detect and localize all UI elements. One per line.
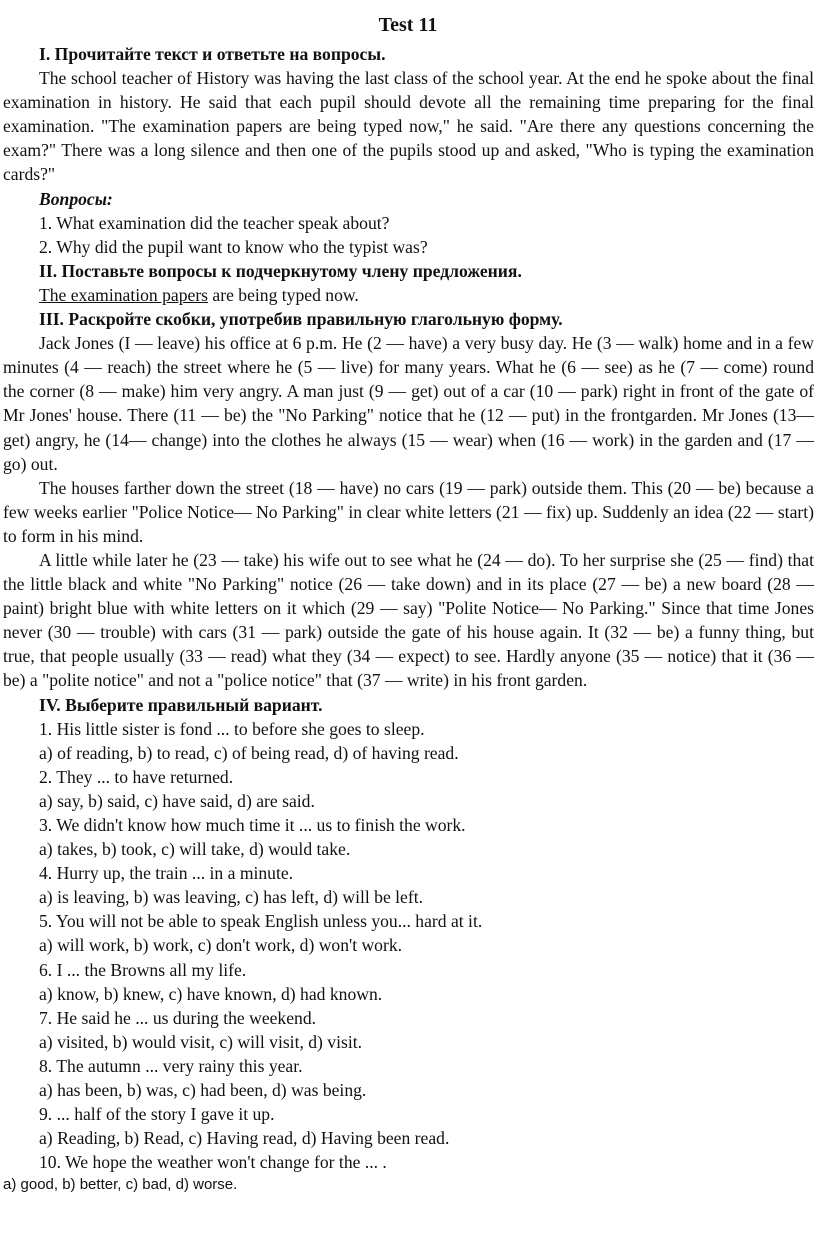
page-title: Test 11 [378, 14, 438, 36]
section2-heading: II. Поставьте вопросы к подчеркнутому члену предложения. [39, 260, 522, 281]
mc-options-9: a) Reading, b) Read, c) Having read, d) Having been read. [39, 1128, 450, 1149]
section3-paragraph-2: The houses farther down the street (18 — have) no cars (19 — park) outside them. This (20 — be) because a few weeks earlier "Police Notice— No Parking" in clear white letters (21 — fix) up. Suddenly an idea (22 — start) to form in his mind. [3, 477, 814, 546]
mc-question-1: 1. His little sister is fond ... to before she goes to sleep. [39, 718, 425, 739]
mc-question-5: 5. You will not be able to speak English unless you... hard at it. [39, 911, 483, 932]
mc-question-6: 6. I ... the Browns all my life. [39, 959, 247, 980]
mc-question-9: 9. ... half of the story I gave it up. [39, 1104, 275, 1125]
underlined-phrase: The examination papers [39, 284, 209, 305]
section1-text: The school teacher of History was having the last class of the school year. At the end he spoke about the final examination in history. He said that each pupil should devote all the remaining time preparing for the final examination. "The examination papers are being typed now," he said. "Are there any questions concerning the exam?" There was a long silence and then one of the pupils stood up and asked, "Who is typing the examination cards?" [3, 68, 814, 185]
mc-options-7: a) visited, b) would visit, c) will visit, d) visit. [39, 1031, 363, 1052]
mc-question-3: 3. We didn't know how much time it ... us to finish the work. [39, 815, 466, 835]
section3-paragraph-3: A little while later he (23 — take) his wife out to see what he (24 — do). To her surprise she (25 — find) that the little black and white "No Parking" notice (26 — take down) and in its place (27 — be) a new board (28 — paint) bright blue with white letters on it which (29 — say) "Polite Notice— No Parking." Since that time Jones never (30 — trouble) with cars (31 — park) outside the gate of his house again. It (32 — be) a funny thing, but true, that people usually (33 — read) what they (34 — expect) to see. Hardly anyone (35 — notice) that it (36 — be) a "polite notice" and not a "police notice" that (37 — write) in his front garden. [3, 549, 814, 691]
mc-question-7: 7. He said he ... us during the weekend. [39, 1007, 317, 1028]
section1-heading: I. Прочитайте текст и ответьте на вопросы. [39, 44, 386, 64]
mc-options-8: a) has been, b) was, c) had been, d) was being. [39, 1080, 367, 1101]
section2-sentence [3, 283, 814, 307]
section3-heading: III. Раскройте скобки, употребив правильную глагольную форму. [39, 309, 563, 330]
mc-options-3: a) takes, b) took, c) will take, d) would take. [39, 839, 351, 860]
section4-heading: IV. Выберите правильный вариант. [39, 694, 323, 715]
mc-question-4: 4. Hurry up, the train ... in a minute. [39, 863, 294, 884]
mc-options-6: a) know, b) knew, c) have known, d) had known. [39, 983, 383, 1004]
mc-options-4: a) is leaving, b) was leaving, c) has left, d) will be left. [39, 887, 424, 908]
section3-paragraph-1: Jack Jones (I — leave) his office at 6 p.m. He (2 — have) a very busy day. He (3 — walk) home and in a few minutes (4 — reach) the street where he (5 — live) for many years. What he (6 — see) as he (7 — come) round the corner (8 — make) him very angry. A man just (9 — get) out of a car (10 — park) right in front of the gate of Mr Jones' house. There (11 — be) the "No Parking" notice that he (12 — put) in the frontgarden. Mr Jones (13— get) angry, he (14— change) into the clothes he always (15 — wear) when (16 — work) in the garden and (17 — go) out. [3, 333, 814, 474]
question-2: 2. Why did the pupil want to know who the typist was? [39, 236, 428, 257]
questions-label: Вопросы: [39, 188, 113, 209]
sentence-rest: are being typed now. [208, 284, 359, 305]
document-body [3, 42, 814, 1196]
mc-question-10: 10. We hope the weather won't change for the ... . [39, 1152, 387, 1173]
mc-question-2: 2. They ... to have returned. [39, 766, 234, 787]
question-1: 1. What examination did the teacher speak about? [39, 212, 390, 233]
mc-options-2: a) say, b) said, c) have said, d) are said. [39, 790, 315, 811]
mc-options-5: a) will work, b) work, c) don't work, d) won't work. [39, 935, 403, 956]
mc-question-8: 8. The autumn ... very rainy this year. [39, 1055, 303, 1076]
mc-options-1: a) of reading, b) to read, c) of being read, d) of having read. [39, 742, 459, 763]
mc-options-10: a) good, b) better, c) bad, d) worse. [3, 1176, 238, 1194]
